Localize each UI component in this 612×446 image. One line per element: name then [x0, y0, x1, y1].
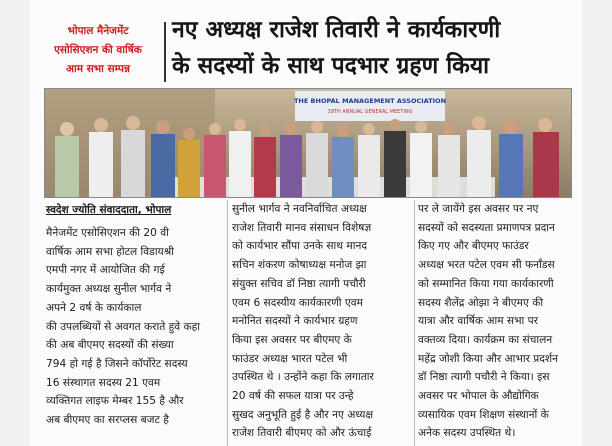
text-line: एवम 6 सदस्यीय कार्यकारणी एवम — [232, 296, 363, 309]
article-column-3 — [418, 200, 578, 443]
byline: स्वदेश ज्योति संवाददाता, भोपाल — [46, 204, 172, 216]
text-line: फाउंडर अध्यक्ष भारत पटेल भी — [232, 352, 348, 365]
text-line: राजेश तिवारी मानव संसाधन विशेषज्ञ — [232, 221, 372, 234]
article-column-1 — [46, 224, 222, 430]
text-line: मनोनित सदस्यों ने कार्यभार ग्रहण — [232, 315, 358, 328]
kicker-line: भोपाल मैनेजमेंट — [67, 25, 129, 37]
text-line: व्यसायिक एवम शिक्षण संस्थानों के — [418, 408, 549, 421]
kicker-line: आम सभा सम्पन्न — [66, 63, 130, 75]
text-line: सदस्य शैलेंद्र ओझा ने बीएमए की — [418, 296, 544, 309]
text-line: को कार्यभार सौंपा उनके साथ मानद — [232, 240, 368, 253]
kicker-box — [32, 22, 166, 82]
text-line: की उपलब्धियों से अवगत कराते हुवे कहा — [46, 320, 200, 333]
text-line: डॉ निष्ठा त्यागी पचौरी ने किया। इस — [418, 371, 550, 384]
text-line: महेंद्र जोशी किया और आभार प्रदर्शन — [418, 352, 558, 365]
text-line: सदस्यों को सदस्यता प्रमाणपत्र प्रदान — [418, 221, 555, 234]
column-divider — [414, 200, 415, 446]
column-divider — [227, 200, 228, 446]
text-line: राजेश तिवारी बीएमए को और ऊंचाई — [232, 427, 372, 440]
text-line: मैनेजमेंट एसोसिएशन की 20 वी — [46, 227, 169, 239]
text-line: व्यक्तिगत लाइफ मेम्बर 155 है और — [46, 395, 184, 408]
text-line: अध्यक्ष भरत पटेल एवम सी फर्नांडस — [418, 259, 555, 272]
text-line: की अब बीएमए सदस्यों की संख्या — [46, 339, 174, 352]
group-photo-illustration — [45, 89, 571, 197]
headline — [172, 12, 578, 84]
text-line: सुनील भार्गव ने नवनिर्वाचित अध्यक्ष — [232, 203, 367, 215]
text-line: यात्रा और वार्षिक आम सभा पर — [418, 315, 538, 328]
text-line: किए गए और बीएमए फाउंडर — [418, 240, 529, 253]
text-line: उपस्थित थे । उन्होंने कहा कि लगातार — [232, 371, 374, 384]
banner-title: THE BHOPAL MANAGEMENT ASSOCIATION — [293, 97, 447, 105]
text-line: को सम्मानित किया गया कार्यकारणी — [418, 277, 554, 290]
text-line: किया इस अवसर पर बीएमए के — [232, 333, 352, 346]
text-line: एमपी नगर में आयोजित की गई — [46, 264, 165, 277]
text-line: सुखद अनुभूति हुई है और नए अध्यक्ष — [232, 408, 374, 421]
text-line: 20 वर्ष की सफल यात्रा पर उन्हे — [232, 390, 354, 403]
text-line: अब बीएमए का सरप्लस बजट है — [46, 414, 169, 427]
text-line: कार्यमुक्त अध्यक्ष सुनील भार्गव ने — [46, 283, 172, 296]
text-line: सचिन शंकरण कोषाध्यक्ष मनोज झा — [232, 259, 367, 272]
text-line: 16 संस्थागत सदस्य 21 एवम — [46, 376, 161, 389]
headline-line: नए अध्यक्ष राजेश तिवारी ने कार्यकारणी — [172, 17, 501, 43]
text-line: अनेक सदस्य उपस्थित थे। — [418, 427, 516, 440]
headline-line: के सदस्यों के साथ पदभार ग्रहण किया — [172, 53, 490, 79]
kicker-line: एसोसिएशन की वार्षिक — [54, 44, 142, 56]
text-line: पर ले जायेंगे इस अवसर पर नए — [418, 203, 539, 215]
event-banner — [295, 91, 445, 121]
newspaper-clipping — [30, 0, 582, 446]
text-line: अपने 2 वर्ष के कार्यकाल — [46, 301, 142, 314]
text-line: संयुक्त सचिव डॉ निष्ठा त्यागी पचौरी — [232, 277, 366, 290]
text-line: वार्षिक आम सभा होटल विडायश्री — [46, 245, 174, 258]
text-line: अवसर पर भोपाल के औद्योगिक — [418, 390, 539, 403]
text-line: वक्तव्य दिया। कार्यक्रम का संचालन — [418, 333, 553, 346]
banner-subtitle: 39TH ANNUAL GENERAL MEETING — [327, 109, 413, 115]
text-line: 794 हो गई है जिसने कॉर्पोरेट सदस्य — [46, 357, 188, 370]
article-column-2 — [232, 200, 410, 443]
group-photo — [44, 88, 572, 198]
